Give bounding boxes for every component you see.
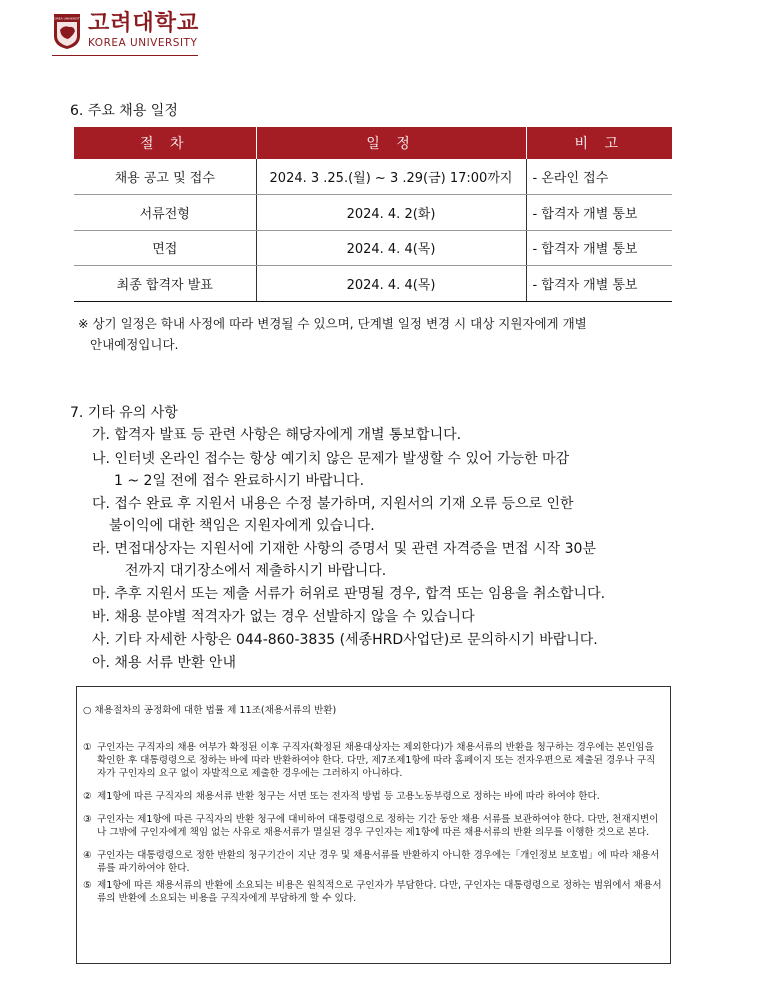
list-item-continuation: 전까지 대기장소에서 제출하시기 바랍니다. (125, 563, 387, 579)
list-item: 라. 면접대상자는 지원서에 기재한 사항의 증명서 및 관련 자격증을 면접 시작 30분 (92, 541, 596, 557)
university-name-en: KOREA UNIVERSITY (88, 37, 198, 49)
list-item: 사. 기타 자세한 사항은 044-860-3835 (세종HRD사업단)로 문의하시기 바랍니다. (92, 632, 598, 648)
list-item-continuation: 불이익에 대한 책임은 지원자에게 있습니다. (109, 518, 375, 534)
table-header-row (74, 127, 672, 159)
list-item: 바. 채용 분야별 적격자가 없는 경우 선발하지 않을 수 있습니다 (92, 609, 475, 625)
remark-line: ※ 상기 일정은 학내 사정에 따라 변경될 수 있으며, 단계별 일정 변경 시 대상 지원자에게 개별 (78, 316, 587, 331)
svg-text:KOREA UNIVERSITY: KOREA UNIVERSITY (52, 16, 82, 21)
clause-number: ⑤ (83, 880, 92, 891)
clause-text: 구인자는 구직자의 채용 여부가 확정된 이후 구직자(확정된 채용대상자는 제외한다)가 채용서류의 반환을 청구하는 경우에는 본인임을 확인한 후 대통령령으로 정하는 바에 따라 반환하여야 한다. 다만, 제7조제1항에 따라 홈페이지 또는 전자우편으로 제출된 경우나 구직자가 구인자의 요구 없이 자발적으로 제출한 경우에는 그러하지 아니하다. (97, 742, 656, 779)
cell-date: 2024. 4. 2(화) (256, 195, 526, 231)
law-clause (83, 849, 664, 875)
schedule-table (74, 127, 672, 302)
clause-number: ③ (83, 814, 92, 825)
list-item-continuation: 1 ~ 2일 전에 접수 완료하시기 바랍니다. (114, 473, 365, 489)
clause-text: 제1항에 따른 구직자의 채용서류 반환 청구는 서면 또는 전자적 방법 등 고용노동부령으로 정하는 바에 따라 하여야 한다. (97, 791, 600, 802)
column-header-note: 비 고 (526, 127, 672, 159)
clause-text: 제1항에 따른 채용서류의 반환에 소요되는 비용은 원칙적으로 구인자가 부담한다. 다만, 구인자는 대통령령으로 정하는 범위에서 채용서류의 반환에 소요되는 비용을 구직자에게 부담하게 할 수 있다. (97, 880, 662, 904)
section-7-title: 7. 기타 유의 사항 (70, 405, 178, 421)
cell-date: 2024. 3 .25.(월) ~ 3 .29(금) 17:00까지 (256, 159, 526, 195)
law-text-box (76, 686, 671, 964)
notice-list (92, 424, 692, 674)
law-clause (83, 741, 664, 780)
cell-step: 면접 (74, 230, 256, 266)
clause-text: 구인자는 대통령령으로 정한 반환의 청구기간이 지난 경우 및 채용서류를 반환하지 아니한 경우에는「개인정보 보호법」에 따라 채용서류를 파기하여야 한다. (97, 850, 660, 874)
law-title: ○ 채용절차의 공정화에 대한 법률 제 11조(채용서류의 반환) (83, 705, 337, 716)
list-item: 다. 접수 완료 후 지원서 내용은 수정 불가하며, 지원서의 기재 오류 등으로 인한 (92, 496, 574, 512)
table-row (74, 159, 672, 195)
university-name-ko: 고려대학교 (88, 11, 200, 36)
law-clause (83, 813, 664, 839)
schedule-remark (78, 313, 678, 355)
table-row (74, 266, 672, 302)
cell-step: 서류전형 (74, 195, 256, 231)
cell-step: 채용 공고 및 접수 (74, 159, 256, 195)
list-item: 나. 인터넷 온라인 접수는 항상 예기치 않은 문제가 발생할 수 있어 가능한 마감 (92, 451, 570, 467)
cell-note: - 합격자 개별 통보 (526, 266, 672, 302)
clause-number: ② (83, 791, 92, 802)
table-row (74, 230, 672, 266)
cell-step: 최종 합격자 발표 (74, 266, 256, 302)
cell-note: - 합격자 개별 통보 (526, 230, 672, 266)
page-header (52, 8, 199, 54)
column-header-step: 절 차 (74, 127, 256, 159)
law-clause (83, 790, 664, 803)
clause-text: 구인자는 제1항에 따른 구직자의 반환 청구에 대비하여 대통령령으로 정하는 기간 동안 채용 서류를 보관하여야 한다. 다만, 천재지변이나 그밖에 구인자에게 책임 없는 사유로 채용서류가 멸실된 경우 구인자는 제1항에 따른 채용서류의 반환 의무를 이행한 것으로 본다. (97, 814, 659, 838)
clause-number: ④ (83, 850, 92, 861)
cell-note: - 합격자 개별 통보 (526, 195, 672, 231)
cell-note: - 온라인 접수 (526, 159, 672, 195)
header-divider (52, 55, 198, 56)
list-item: 가. 합격자 발표 등 관련 사항은 해당자에게 개별 통보합니다. (92, 427, 462, 443)
column-header-date: 일 정 (256, 127, 526, 159)
cell-date: 2024. 4. 4(목) (256, 266, 526, 302)
clause-number: ① (83, 742, 92, 753)
cell-date: 2024. 4. 4(목) (256, 230, 526, 266)
list-item: 마. 추후 지원서 또는 제출 서류가 허위로 판명될 경우, 합격 또는 임용을 취소합니다. (92, 586, 606, 602)
remark-line: 안내예정입니다. (90, 337, 179, 352)
university-seal-icon (52, 12, 82, 50)
law-clause (83, 879, 664, 905)
table-row (74, 195, 672, 231)
list-item: 아. 채용 서류 반환 안내 (92, 655, 236, 671)
section-6-title: 6. 주요 채용 일정 (70, 103, 178, 119)
